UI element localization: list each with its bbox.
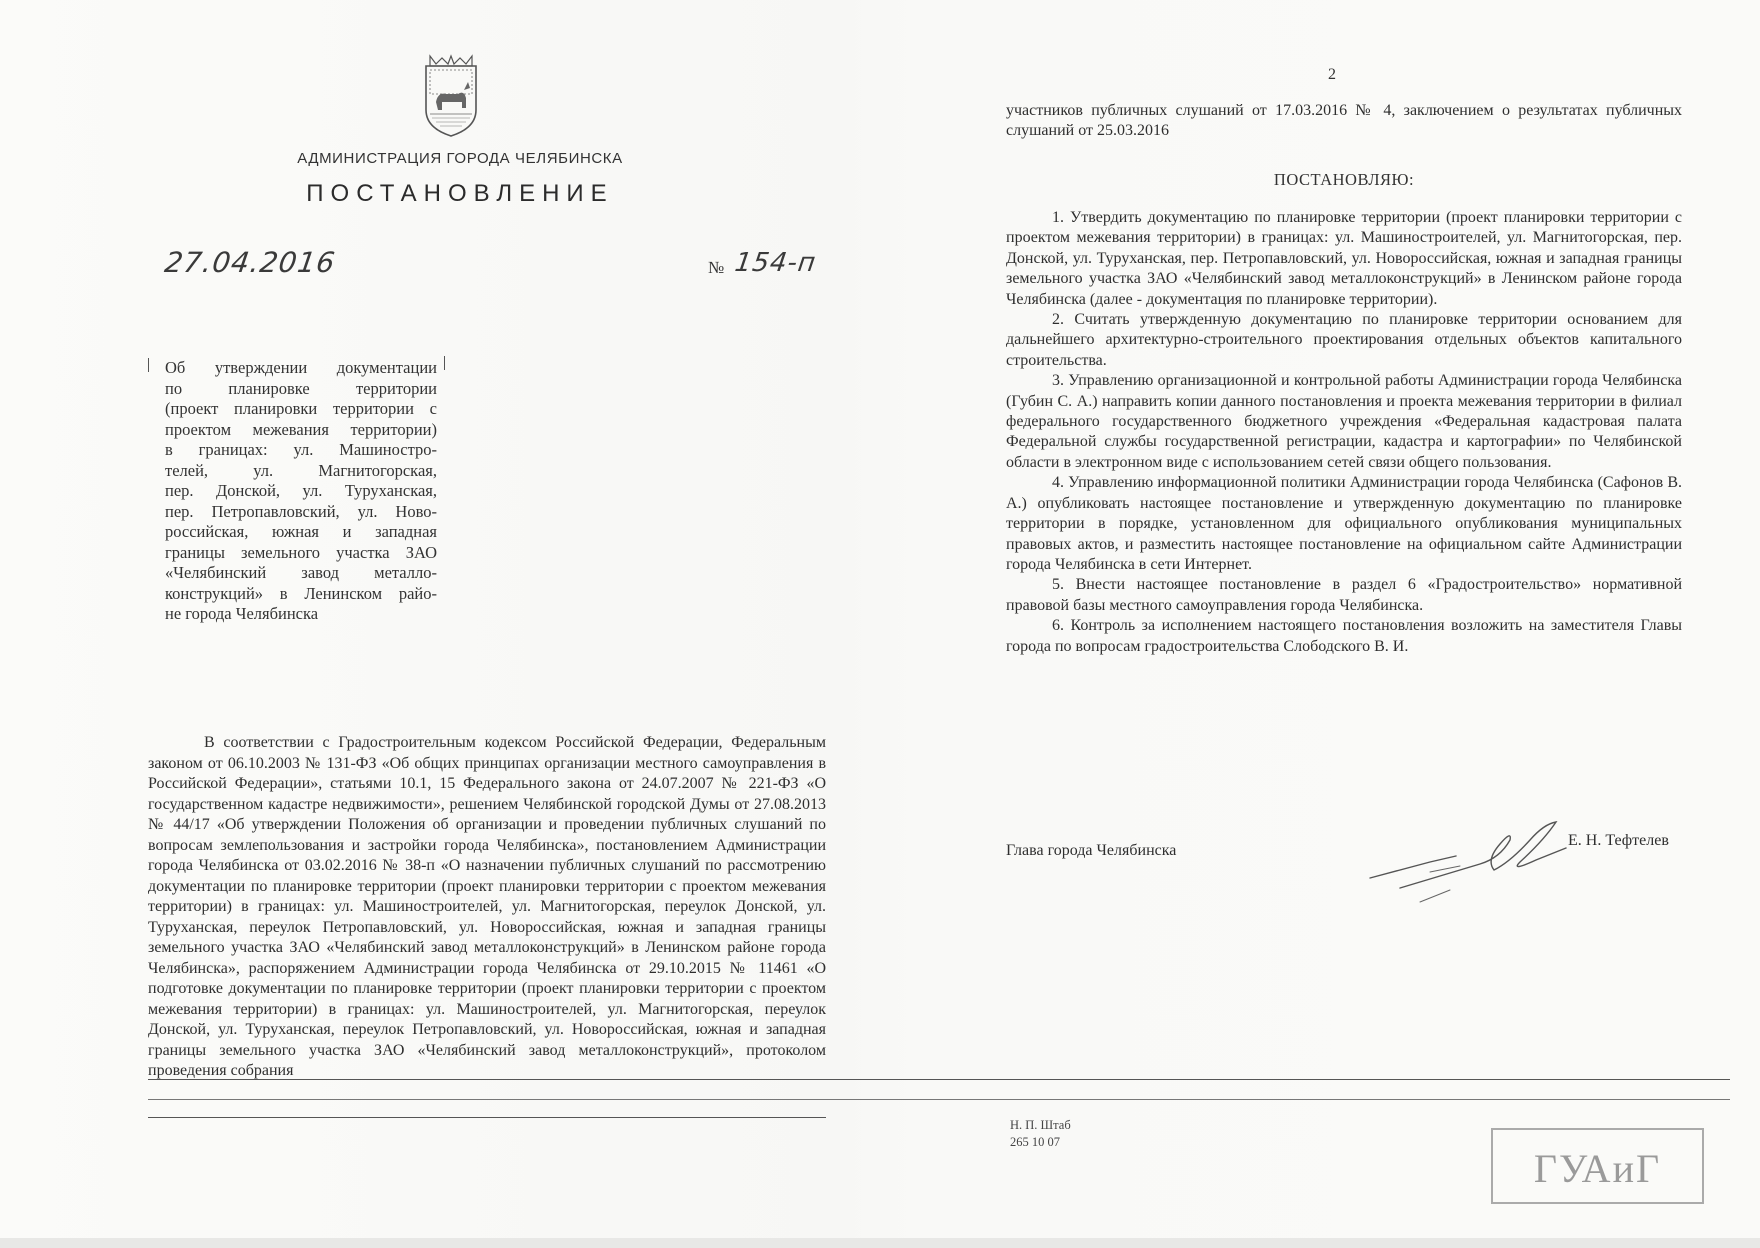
subject-line: «Челябинский завод металло- xyxy=(165,563,437,582)
executor-name: Н. П. Штаб xyxy=(1010,1118,1071,1132)
coat-of-arms-icon xyxy=(420,52,482,138)
subject-line: телей, ул. Магнитогорская, xyxy=(165,460,437,480)
resolution-item: 6. Контроль за исполнением настоящего постановления возложить на заместителя Главы города по вопросам градостроительства Слободского В. И. xyxy=(1006,617,1682,655)
executor-phone: 265 10 07 xyxy=(1010,1135,1060,1149)
preamble-paragraph: В соответствии с Градостроительным кодексом Российской Федерации, Федеральным законом от 06.10.2003 № 131-ФЗ «Об общих принципах организации местного самоуправления в Российской Федерации», статьями 10.1, 15 Федерального закона от 24.07.2007 № 221-ФЗ «О государственном кадастре недвижимости», решением Челябинской городской Думы от 27.08.2013 № 44/17 «Об утверждении Положения об организации и проведении публичных слушаний по вопросам землепользования и застройки города Челябинска», постановлением Администрации города Челябинска от 03.02.2016 № 38-п «О назначении публичных слушаний по рассмотрению документации по планировке территории (проект планировки территории с проектом межевания территории) в границах: ул. Машиностроителей, ул. Магнитогорская, переулок Донской, ул. Туруханская, переулок Петропавловский, ул. Новороссийская, южная и западная границы земельного участка ЗАО «Челябинский завод металлоконструкций» в Ленинском районе города Челябинска», распоряжением Администрации города Челябинска от 29.10.2015 № 11461 «О подготовке документации по планировке территории (проект планировки территории с проектом межевания территории) в границах: ул. Машиностроителей, ул. Магнитогорская, переулок Донской, ул. Туруханская, переулок Петропавловский, ул. Новороссийская, южная и западная границы земельного участка ЗАО «Челябинский завод металлоконструкций», протоколом проведения собрания xyxy=(148,734,826,1079)
number-label: № xyxy=(708,258,725,277)
executor-block xyxy=(1010,1117,1071,1151)
resolution-item: 5. Внести настоящее постановление в раздел 6 «Градостроительство» нормативной правовой базы местного самоуправления города Челябинска. xyxy=(1006,576,1682,614)
resolution-item: 4. Управлению информационной политики Администрации города Челябинска (Сафонов В. А.) опубликовать настоящее постановление и утвержденную документацию по планировке территории в порядке, установленном для официального опубликования муниципальных правовых актов, и разместить настоящее постановление на официальном сайте Администрации города Челябинска в сети Интернет. xyxy=(1006,474,1682,573)
subject-line: границы земельного участка ЗАО xyxy=(165,542,437,562)
strike-line xyxy=(148,1117,826,1118)
resolution-items xyxy=(1006,208,1682,657)
resolution-item: 3. Управлению организационной и контрольной работы Администрации города Челябинска (Губин С. А.) направить копии данного постановления и проекта межевания территории в филиал федерального государственного бюджетного учреждения «Федеральная кадастровая палата Федеральной службы государственной регистрации, кадастра и картографии» по Челябинской области в электронном виде с использованием сетей связи общего пользования. xyxy=(1006,372,1682,471)
scan-edge xyxy=(0,1238,1760,1248)
handwritten-date: 27.04.2016 xyxy=(162,246,338,279)
subject-bracket-right xyxy=(444,356,445,370)
handwritten-number: 154-п xyxy=(732,248,819,278)
subject-line: по планировке территории xyxy=(165,378,437,398)
subject-line: пер. Петропавловский, ул. Ново- xyxy=(165,501,437,521)
subject-block xyxy=(165,358,437,625)
subject-line: (проект планировки территории с xyxy=(165,399,437,418)
issuer-name: АДМИНИСТРАЦИЯ ГОРОДА ЧЕЛЯБИНСКА xyxy=(297,150,623,167)
document-type-title: ПОСТАНОВЛЕНИЕ xyxy=(306,180,614,207)
continuation-text: участников публичных слушаний от 17.03.2016 № 4, заключением о результатах публичных слушаний от 25.03.2016 xyxy=(1006,102,1682,139)
subject-line: проектом межевания территории) xyxy=(165,419,437,439)
subject-line: не города Челябинска xyxy=(165,604,319,623)
signature-icon xyxy=(1360,800,1590,910)
resolution-item: 2. Считать утвержденную документацию по планировке территории основанием для дальнейшего архитектурно-строительного проектирования отдельных объектов капитального строительства. xyxy=(1006,311,1682,369)
page-number: 2 xyxy=(1328,66,1336,83)
scan-line xyxy=(148,1079,1730,1080)
subject-line: в границах: ул. Машиностро- xyxy=(165,440,437,459)
subject-bracket-left xyxy=(148,358,149,372)
subject-line: пер. Донской, ул. Туруханская, xyxy=(165,481,437,500)
signatory-title: Глава города Челябинска xyxy=(1006,842,1177,859)
subject-line: Об утверждении документации xyxy=(165,358,437,377)
subject-line: российская, южная и западная xyxy=(165,522,437,541)
scan-line xyxy=(148,1099,1730,1100)
subject-line: конструкций» в Ленинском райо- xyxy=(165,583,437,603)
department-stamp: ГУАиГ xyxy=(1533,1146,1662,1191)
resolution-item: 1. Утвердить документацию по планировке территории (проект планировки территории с проектом межевания территории) в границах: ул. Машиностроителей, ул. Магнитогорская, пер. Донской, ул. Туруханская, пер. Петропавловский, ул. Новороссийская, южная и западная границы земельного участка ЗАО «Челябинский завод металлоконструкций» в Ленинском районе города Челябинска (далее - документация по планировке территории). xyxy=(1006,209,1682,308)
signatory-name: Е. Н. Тефтелев xyxy=(1568,832,1669,849)
resolve-heading: ПОСТАНОВЛЯЮ: xyxy=(1273,170,1415,189)
